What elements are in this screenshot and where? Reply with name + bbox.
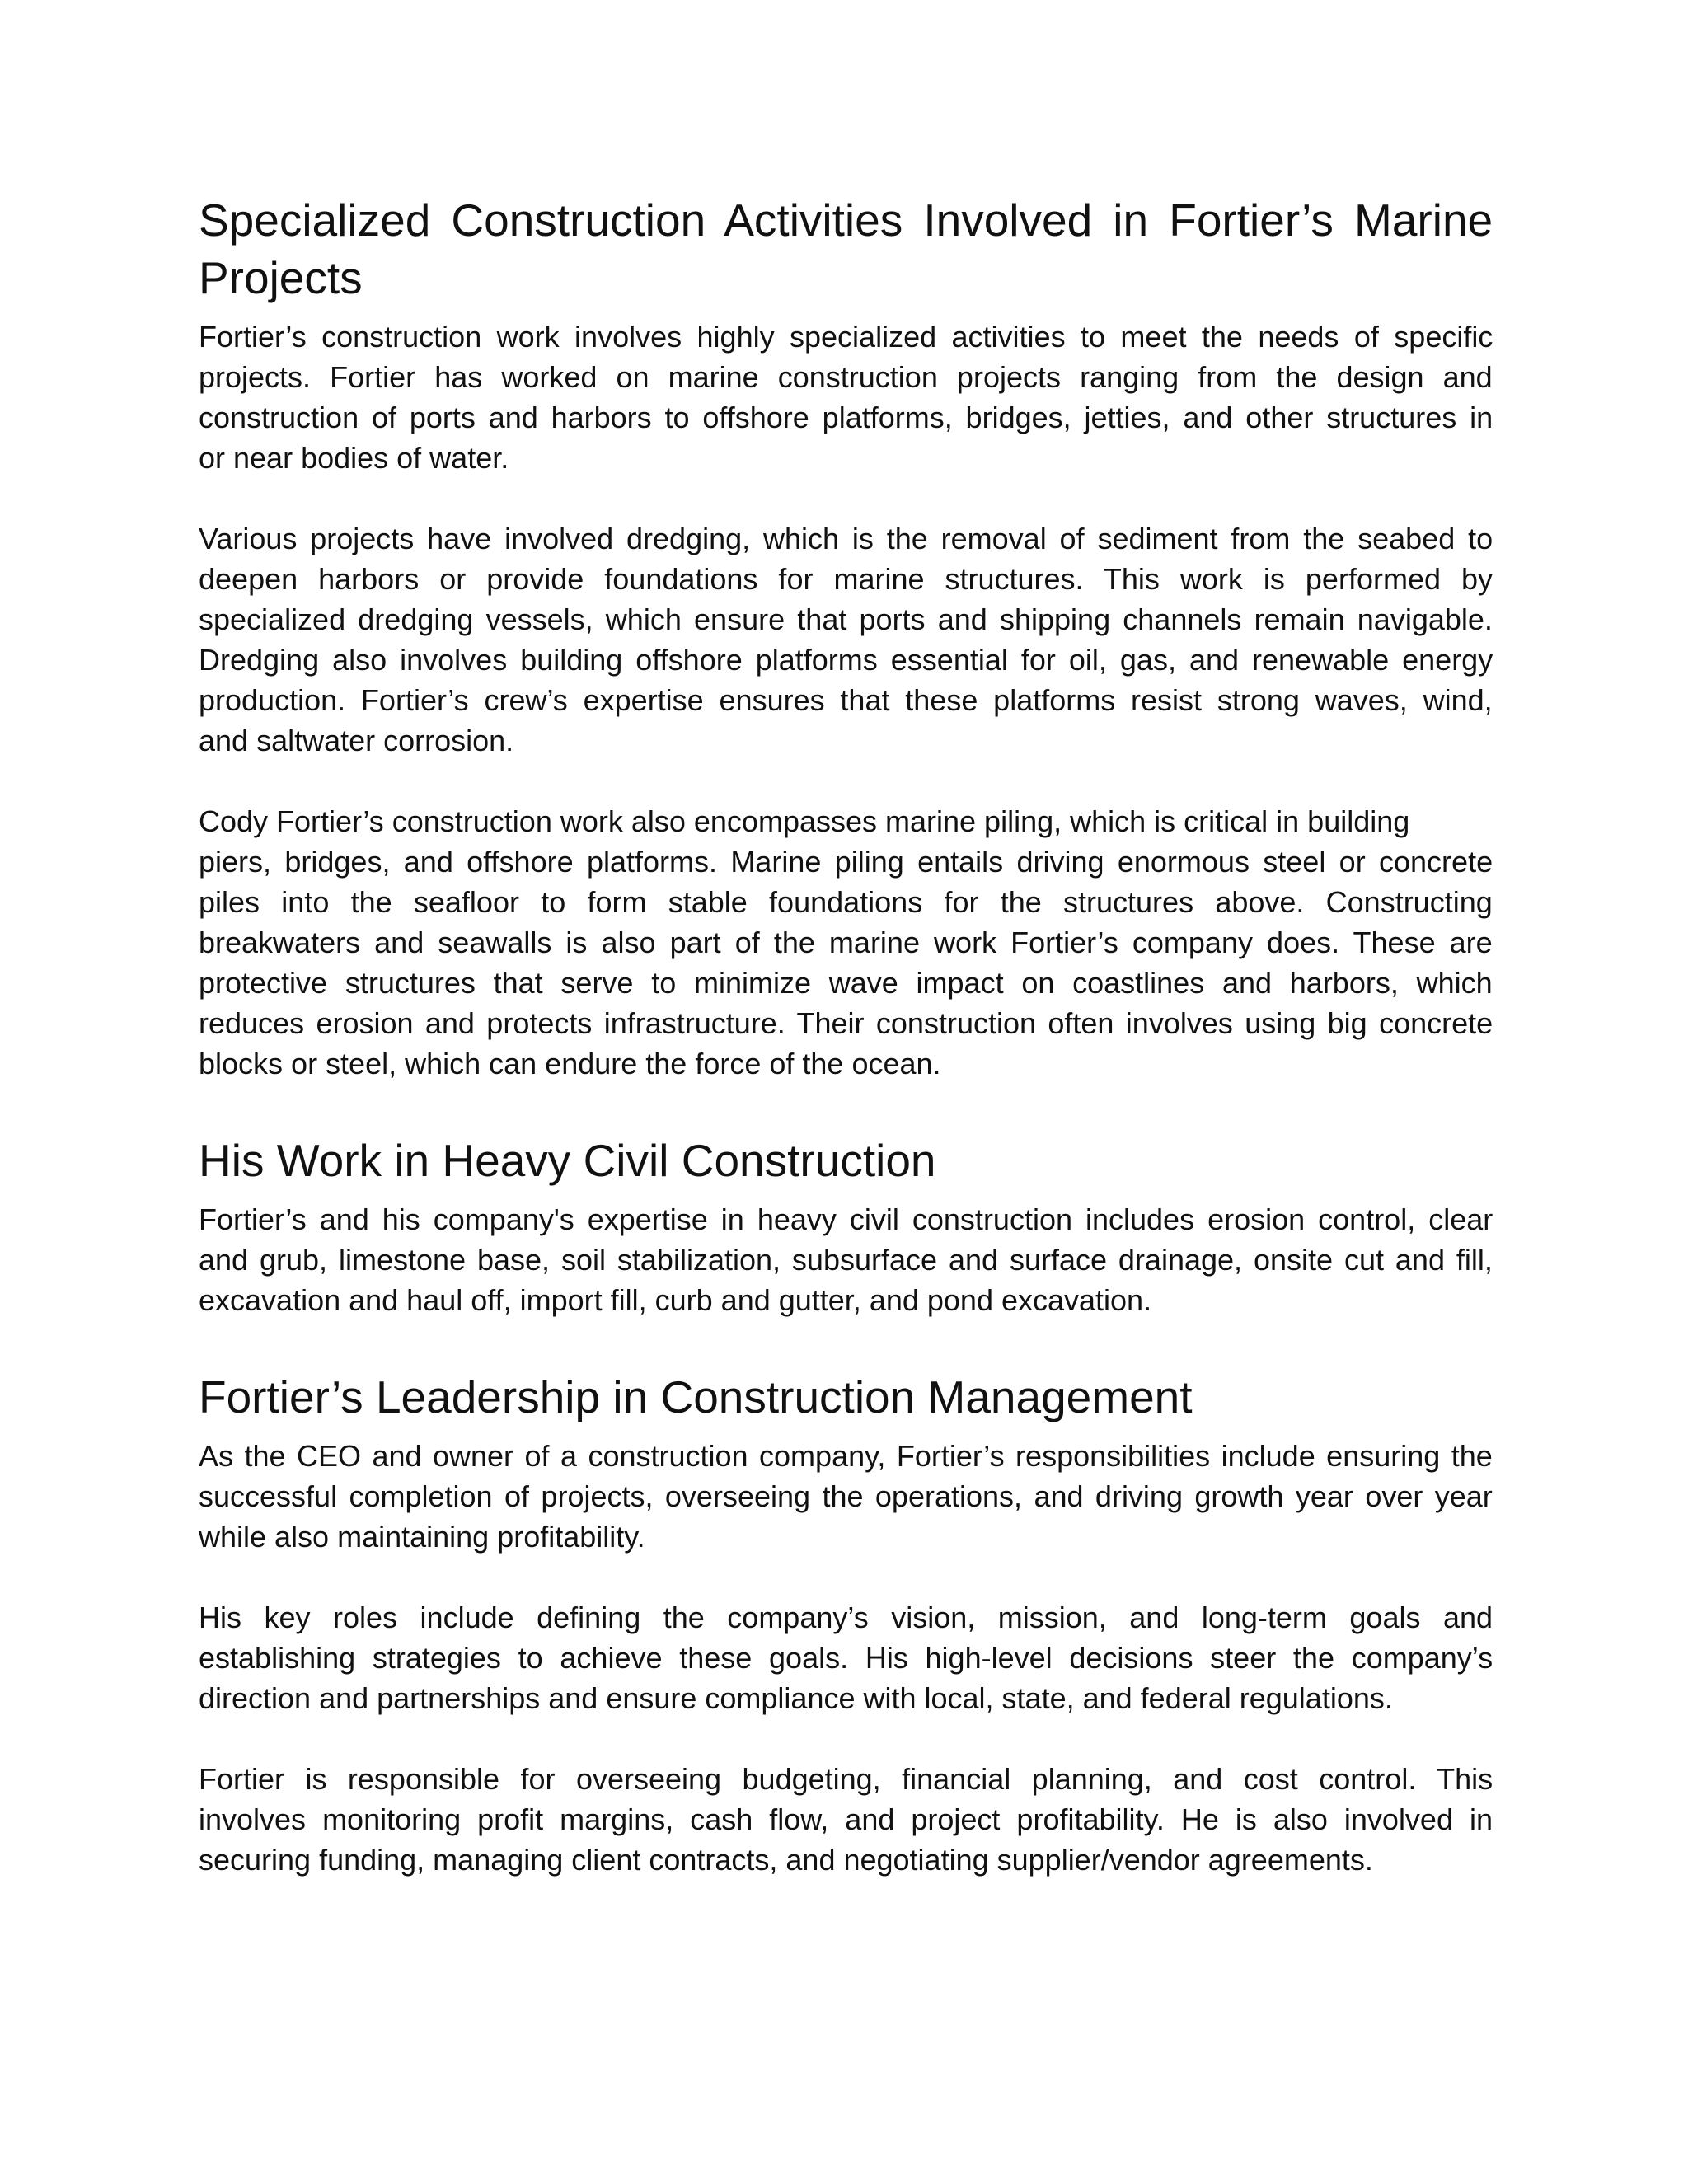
document-page xyxy=(199,191,1493,1880)
paragraph xyxy=(199,1436,1493,1557)
section-heading-heavy-civil xyxy=(199,1132,1493,1189)
text-line: Dredging also involves building offshore platforms essential for oil, gas, and renewable energy xyxy=(199,643,1493,677)
text-line: production. Fortier’s crew’s expertise ensures that these platforms resist strong waves, wind, xyxy=(199,683,1493,717)
section-heading-leadership xyxy=(199,1368,1493,1426)
paragraph xyxy=(199,1199,1493,1320)
heading-line: His Work in Heavy Civil Construction xyxy=(199,1135,936,1186)
text-line: direction and partnerships and ensure compliance with local, state, and federal regulations. xyxy=(199,1681,1393,1715)
text-line: excavation and haul off, import fill, curb and gutter, and pond excavation. xyxy=(199,1283,1152,1317)
text-line: reduces erosion and protects infrastructure. Their construction often involves using big concrete xyxy=(199,1006,1493,1040)
text-line: As the CEO and owner of a construction company, Fortier’s responsibilities include ensuring the xyxy=(199,1439,1493,1473)
text-line: Fortier’s construction work involves highly specialized activities to meet the needs of specific xyxy=(199,320,1493,354)
text-line: and saltwater corrosion. xyxy=(199,724,514,757)
paragraph xyxy=(199,1597,1493,1718)
text-line: projects. Fortier has worked on marine construction projects ranging from the design and xyxy=(199,360,1493,394)
heading-line: Fortier’s Leadership in Construction Management xyxy=(199,1371,1193,1422)
text-line: Various projects have involved dredging, which is the removal of sediment from the seabed to xyxy=(199,522,1493,555)
heading-line: Projects xyxy=(199,252,363,303)
text-line: Cody Fortier’s construction work also encompasses marine piling, which is critical in building xyxy=(199,804,1410,838)
heading-line: Specialized Construction Activities Involved in Fortier’s Marine xyxy=(199,194,1493,246)
text-line: deepen harbors or provide foundations for marine structures. This work is performed by xyxy=(199,562,1493,596)
text-line: successful completion of projects, overseeing the operations, and driving growth year over year xyxy=(199,1479,1493,1513)
paragraph xyxy=(199,801,1493,1084)
text-line: or near bodies of water. xyxy=(199,441,509,475)
paragraph xyxy=(199,316,1493,478)
text-line: Fortier’s and his company's expertise in heavy civil construction includes erosion control, clear xyxy=(199,1202,1493,1236)
text-line: Fortier is responsible for overseeing budgeting, financial planning, and cost control. This xyxy=(199,1762,1493,1796)
text-line: while also maintaining profitability. xyxy=(199,1520,645,1554)
text-line: piles into the seafloor to form stable foundations for the structures above. Constructing xyxy=(199,885,1493,919)
text-line: securing funding, managing client contracts, and negotiating supplier/vendor agreements. xyxy=(199,1843,1373,1877)
text-line: piers, bridges, and offshore platforms. Marine piling entails driving enormous steel or concrete xyxy=(199,845,1493,879)
text-line: protective structures that serve to minimize wave impact on coastlines and harbors, which xyxy=(199,966,1493,1000)
text-line: and grub, limestone base, soil stabilization, subsurface and surface drainage, onsite cut and fill, xyxy=(199,1243,1493,1277)
text-line: blocks or steel, which can endure the force of the ocean. xyxy=(199,1047,941,1080)
text-line: specialized dredging vessels, which ensure that ports and shipping channels remain navigable. xyxy=(199,602,1493,636)
text-line: His key roles include defining the company’s vision, mission, and long-term goals and xyxy=(199,1601,1493,1634)
text-line: construction of ports and harbors to offshore platforms, bridges, jetties, and other structures in xyxy=(199,401,1493,434)
text-line: involves monitoring profit margins, cash flow, and project profitability. He is also involved in xyxy=(199,1802,1493,1836)
paragraph xyxy=(199,518,1493,761)
text-line: breakwaters and seawalls is also part of the marine work Fortier’s company does. These are xyxy=(199,926,1493,959)
section-heading-marine xyxy=(199,191,1493,307)
text-line: establishing strategies to achieve these goals. His high-level decisions steer the company’s xyxy=(199,1641,1493,1675)
paragraph xyxy=(199,1759,1493,1880)
